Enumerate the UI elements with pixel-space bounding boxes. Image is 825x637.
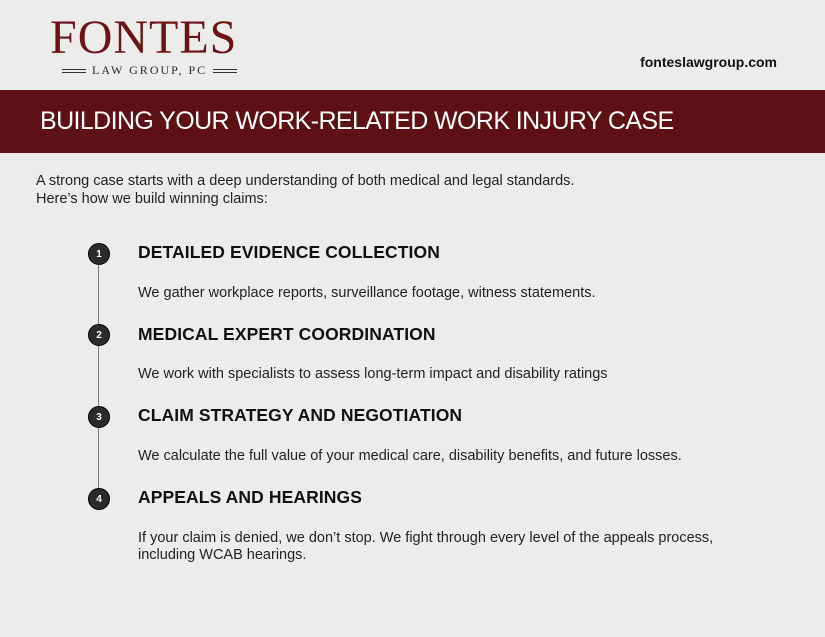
step-title: CLAIM STRATEGY AND NEGOTIATION (138, 405, 463, 425)
step-title: DETAILED EVIDENCE COLLECTION (138, 242, 440, 262)
title-banner (0, 90, 825, 153)
step-number-badge: 2 (88, 324, 110, 346)
page-title: BUILDING YOUR WORK-RELATED WORK INJURY CASE (40, 107, 674, 135)
logo-wordmark: FONTES (50, 11, 238, 64)
intro-line-2: Here’s how we build winning claims: (36, 191, 268, 207)
intro-line-1: A strong case starts with a deep understanding of both medical and legal standards. (36, 173, 575, 189)
timeline-connector (98, 253, 99, 498)
logo-rule-left (62, 69, 86, 73)
step-number-badge: 1 (88, 243, 110, 265)
website-link[interactable]: fonteslawgroup.com (640, 54, 777, 70)
step-number-badge: 3 (88, 406, 110, 428)
logo-rule-right (213, 69, 237, 73)
step-description: We gather workplace reports, surveillance footage, witness statements. (138, 285, 596, 301)
step-description: We calculate the full value of your medical care, disability benefits, and future losses. (138, 448, 682, 464)
step-description: If your claim is denied, we don’t stop. We fight through every level of the appeals process, including WCAB hearings. (138, 530, 714, 563)
step-title: APPEALS AND HEARINGS (138, 487, 363, 507)
logo (50, 11, 264, 78)
logo-subtitle-text: LAW GROUP, PC (92, 63, 208, 77)
step-description: We work with specialists to assess long-term impact and disability ratings (138, 366, 608, 382)
intro-text (36, 172, 676, 208)
step-title: MEDICAL EXPERT COORDINATION (138, 324, 436, 344)
step-number-badge: 4 (88, 488, 110, 510)
logo-subtitle (62, 63, 264, 78)
